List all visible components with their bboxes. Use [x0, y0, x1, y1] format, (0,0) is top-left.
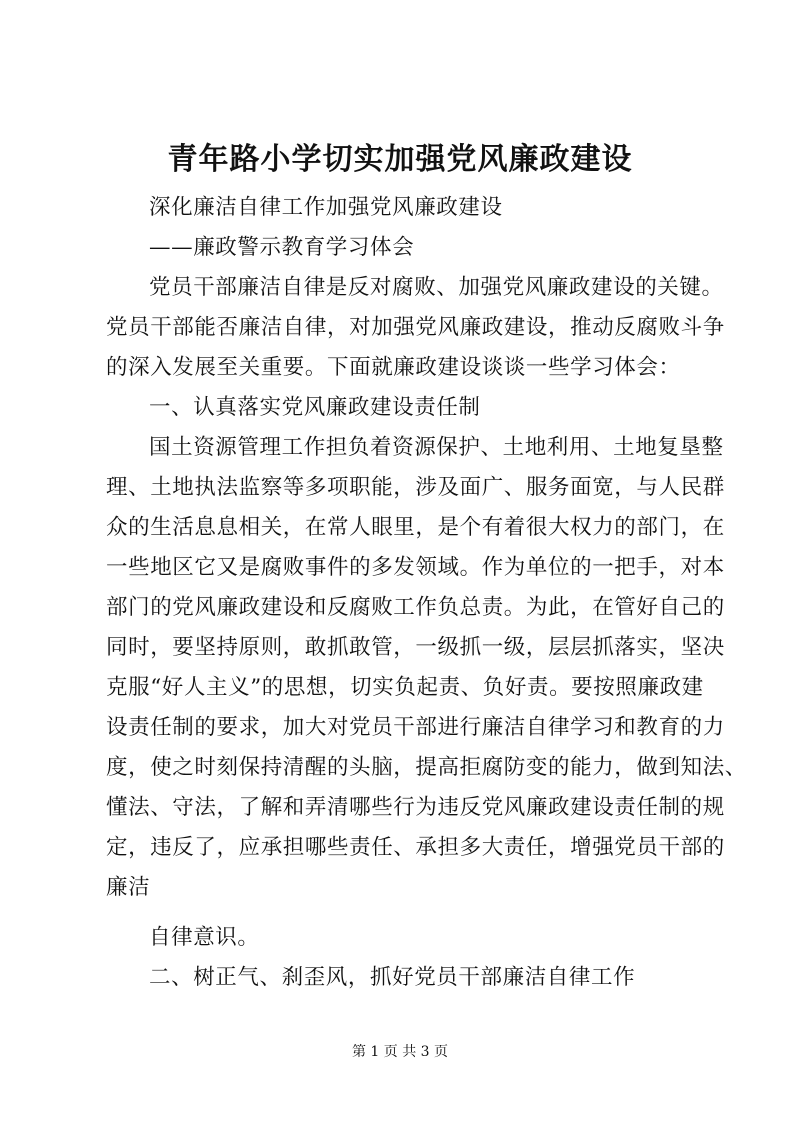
paragraph-line: 定，违反了，应承担哪些责任、承担多大责任，增强党员干部的	[106, 835, 725, 860]
paragraph-line: 廉洁	[106, 875, 151, 900]
paragraph-line: 同时，要坚持原则，敢抓敢管，一级抓一级，层层抓落实，坚决	[106, 635, 725, 660]
page-number: 第 1 页 共 3 页	[351, 1044, 449, 1060]
paragraph-line: 懂法、守法，了解和弄清哪些行为违反党风廉政建设责任制的规	[106, 795, 725, 820]
subtitle-line: ——廉政警示教育学习体会	[149, 235, 415, 260]
paragraph-line: 国土资源管理工作担负着资源保护、土地利用、土地复垦整	[149, 435, 724, 460]
paragraph-line: 理、土地执法监察等多项职能，涉及面广、服务面宽，与人民群	[106, 475, 725, 500]
paragraph-line: 克服“好人主义”的思想，切实负起责、负好责。要按照廉政建	[106, 675, 704, 700]
paragraph-line: 度，使之时刻保持清醒的头脑，提高拒腐防变的能力，做到知法、	[106, 755, 747, 780]
paragraph-line: 众的生活息息相关，在常人眼里，是个有着很大权力的部门，在	[106, 515, 725, 540]
document-title: 青年路小学切实加强党风廉政建设	[167, 142, 633, 177]
paragraph-line: 的深入发展至关重要。下面就廉政建设谈谈一些学习体会：	[106, 355, 681, 380]
paragraph-line: 部门的党风廉政建设和反腐败工作负总责。为此，在管好自己的	[106, 595, 725, 620]
paragraph-line: 一些地区它又是腐败事件的多发领域。作为单位的一把手，对本	[106, 555, 725, 580]
subtitle-line: 深化廉洁自律工作加强党风廉政建设	[149, 195, 503, 220]
paragraph-line: 设责任制的要求，加大对党员干部进行廉洁自律学习和教育的力	[106, 715, 725, 740]
paragraph-line: 自律意识。	[149, 925, 260, 950]
paragraph-line: 党员干部能否廉洁自律，对加强党风廉政建设，推动反腐败斗争	[106, 315, 725, 340]
section-heading: 一、认真落实党风廉政建设责任制	[149, 395, 481, 420]
section-heading: 二、树正气、刹歪风，抓好党员干部廉洁自律工作	[149, 965, 636, 990]
paragraph-line: 党员干部廉洁自律是反对腐败、加强党风廉政建设的关键。	[149, 275, 724, 300]
